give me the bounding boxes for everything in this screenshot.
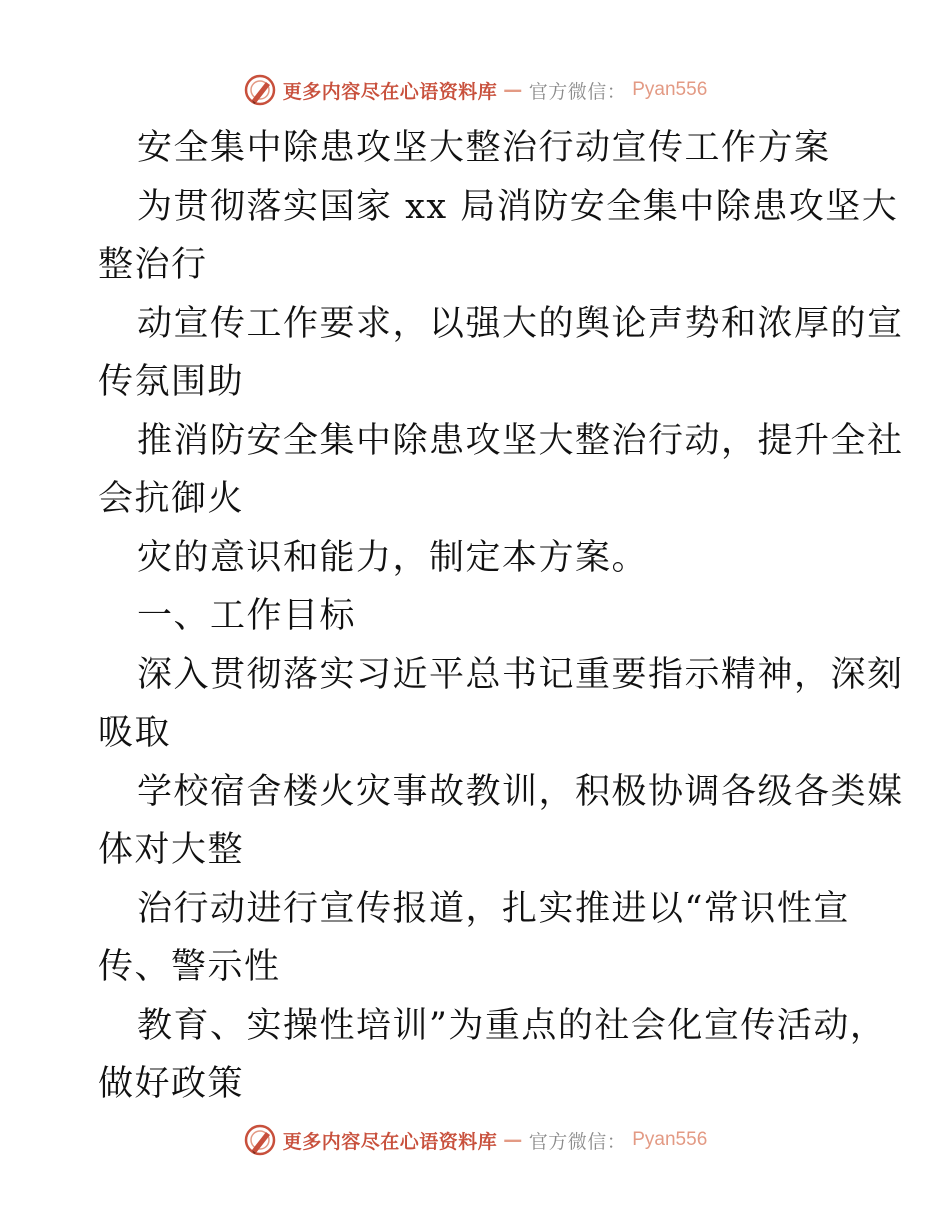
header-watermark bbox=[0, 70, 950, 110]
paragraph-line: 体对大整 bbox=[98, 830, 245, 870]
paragraph-line: 动宣传工作要求，以强大的舆论声势和浓厚的宣 bbox=[137, 304, 904, 344]
watermark-wechat-label: 官方微信： bbox=[528, 80, 627, 103]
paragraph-line: 学校宿舍楼火灾事故教训，积极协调各级各类媒 bbox=[137, 772, 904, 812]
paragraph-line: 教育、实操性培训”为重点的社会化宣传活动， bbox=[137, 1006, 887, 1046]
paragraph-line: 传氛围助 bbox=[98, 362, 245, 402]
section-heading: 一、工作目标 bbox=[137, 596, 357, 636]
watermark-text: 更多内容尽在心语资料库 bbox=[282, 80, 498, 103]
pen-logo-icon bbox=[243, 73, 277, 107]
document-title: 安全集中除患攻坚大整治行动宣传工作方案 bbox=[137, 128, 831, 168]
paragraph-line: 吸取 bbox=[98, 713, 172, 753]
paragraph-line: 治行动进行宣传报道，扎实推进以“常识性宣 bbox=[137, 889, 850, 929]
footer-watermark bbox=[0, 1120, 950, 1160]
paragraph-line: 整治行 bbox=[98, 245, 208, 285]
paragraph-line: 会抗御火 bbox=[98, 479, 245, 519]
pen-logo-icon bbox=[243, 1123, 277, 1157]
paragraph-line: 深入贯彻落实习近平总书记重要指示精神，深刻 bbox=[137, 655, 904, 695]
paragraph-line: 做好政策 bbox=[98, 1064, 245, 1104]
paragraph-line: 灾的意识和能力，制定本方案。 bbox=[137, 538, 649, 578]
paragraph-line: 为贯彻落实国家 xx 局消防安全集中除患攻坚大 bbox=[137, 187, 899, 227]
watermark-wechat-id: Pyan556 bbox=[632, 79, 708, 100]
watermark-wechat-id: Pyan556 bbox=[632, 1129, 708, 1150]
paragraph-line: 传、警示性 bbox=[98, 947, 281, 987]
paragraph-line: 推消防安全集中除患攻坚大整治行动，提升全社 bbox=[137, 421, 904, 461]
watermark-dash: — bbox=[503, 1129, 523, 1151]
watermark-text: 更多内容尽在心语资料库 bbox=[282, 1130, 498, 1153]
watermark-wechat-label: 官方微信： bbox=[528, 1130, 627, 1153]
watermark-dash: — bbox=[503, 79, 523, 101]
